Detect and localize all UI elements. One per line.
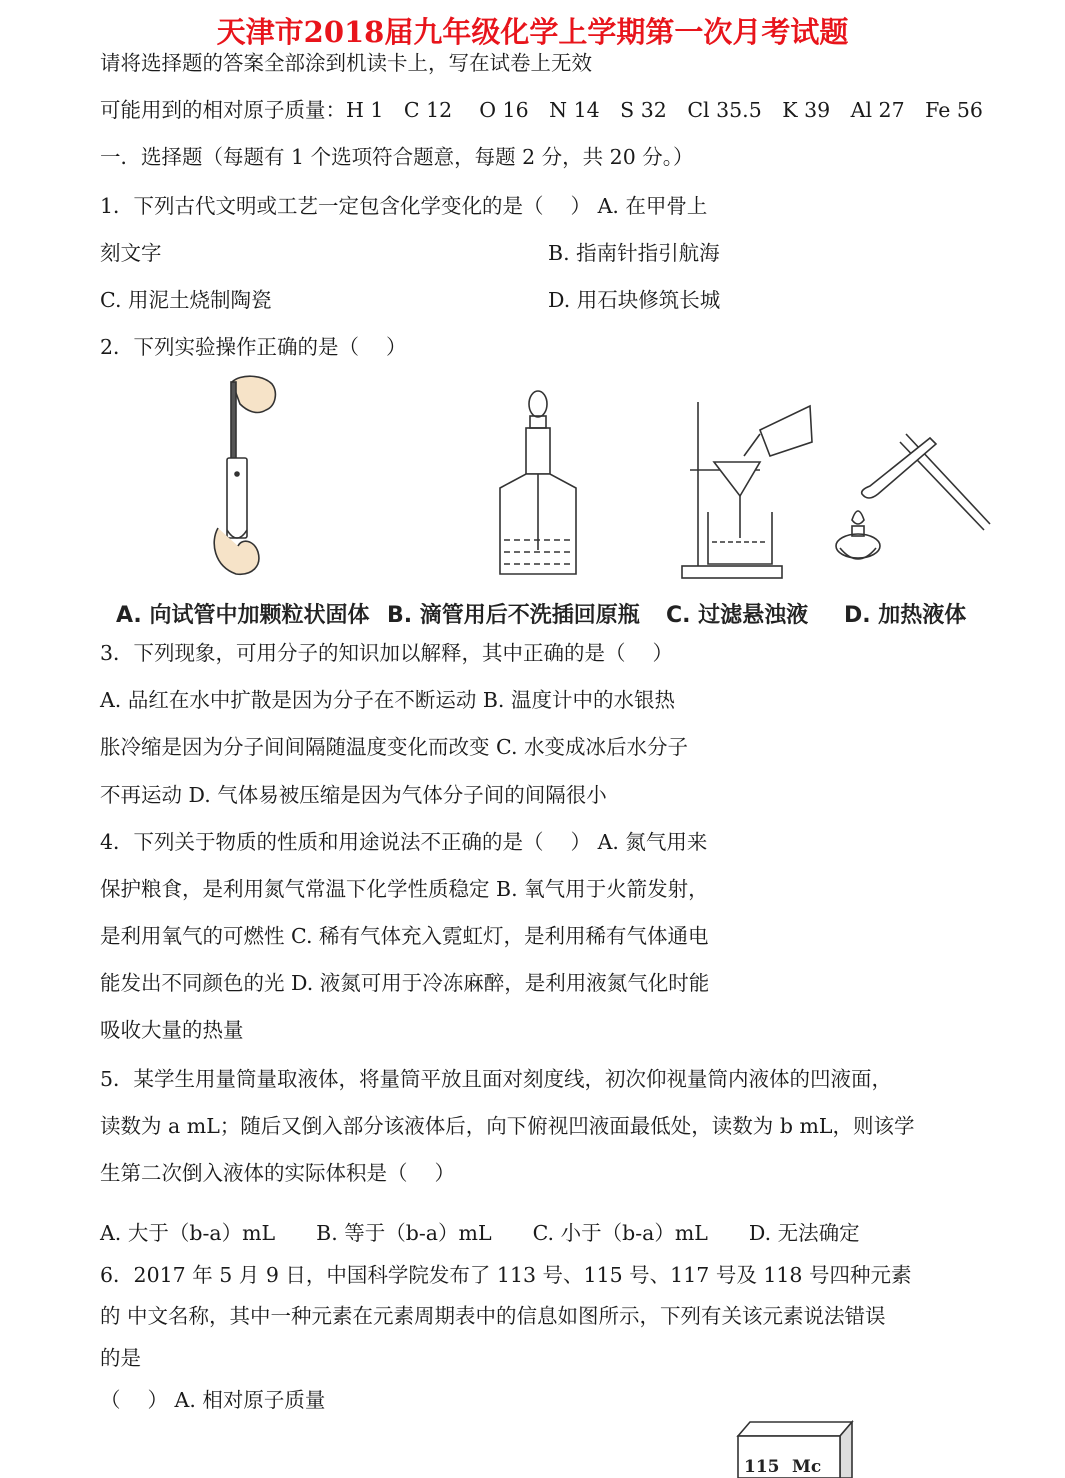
- q5-line-1: 5．某学生用量筒量取液体，将量筒平放且面对刻度线，初次仰视量筒内液体的凹液面，: [100, 1067, 893, 1091]
- q5-line-2: 读数为 a mL；随后又倒入部分该液体后，向下俯视凹液面最低处，读数为 b mL，则该学: [100, 1114, 915, 1138]
- section-heading: 一．选择题（每题有 1 个选项符合题意，每题 2 分，共 20 分。）: [100, 145, 694, 169]
- q2-figures: [0, 370, 1065, 590]
- q4-line-5: 吸收大量的热量: [100, 1018, 244, 1042]
- exam-title: 天津市2018届九年级化学上学期第一次月考试题: [216, 15, 849, 49]
- q5-line-3: 生第二次倒入液体的实际体积是（ ）: [100, 1161, 456, 1185]
- fig-caption-b: B. 滴管用后不洗插回原瓶: [387, 603, 640, 628]
- q3-stem: 3．下列现象，可用分子的知识加以解释，其中正确的是（ ）: [100, 641, 674, 665]
- element-box-figure: [730, 1416, 860, 1478]
- q1-option-c: C. 用泥土烧制陶瓷: [100, 288, 272, 312]
- element-symbol: Mc: [792, 1457, 822, 1477]
- heating-figure: [836, 434, 990, 559]
- test-tube-figure: [214, 376, 275, 574]
- q1-option-a-cont: 刻文字: [100, 241, 162, 265]
- fig-caption-a: A. 向试管中加颗粒状固体: [116, 603, 370, 628]
- q4-line-1: 4．下列关于物质的性质和用途说法不正确的是（ ） A. 氮气用来: [100, 830, 708, 854]
- element-number: 115: [744, 1457, 780, 1477]
- q1-option-b: B. 指南针指引航海: [548, 241, 720, 265]
- fig-caption-c: C. 过滤悬浊液: [666, 603, 809, 628]
- dropper-bottle-figure: [500, 391, 576, 574]
- fig-caption-d: D. 加热液体: [844, 603, 967, 628]
- q4-line-3: 是利用氧气的可燃性 C. 稀有气体充入霓虹灯，是利用稀有气体通电: [100, 924, 709, 948]
- q6-line-4: （ ） A. 相对原子质量: [100, 1388, 326, 1412]
- q6-line-2: 的 中文名称，其中一种元素在元素周期表中的信息如图所示，下列有关该元素说法错误: [100, 1304, 886, 1328]
- q1-option-d: D. 用石块修筑长城: [548, 288, 721, 312]
- notice-text: 请将选择题的答案全部涂到机读卡上，写在试卷上无效: [100, 51, 592, 75]
- q4-line-2: 保护粮食，是利用氮气常温下化学性质稳定 B. 氧气用于火箭发射，: [100, 877, 709, 901]
- q5-options: A. 大于（b-a）mL B. 等于（b-a）mL C. 小于（b-a）mL D. 无法确定: [100, 1221, 860, 1245]
- q3-line-1: A. 品红在水中扩散是因为分子在不断运动 B. 温度计中的水银热: [100, 688, 675, 712]
- q3-line-3: 不再运动 D. 气体易被压缩是因为气体分子间的间隔很小: [100, 783, 607, 807]
- q1-stem: 1．下列古代文明或工艺一定包含化学变化的是（ ） A. 在甲骨上: [100, 194, 708, 218]
- atomic-masses: 可能用到的相对原子质量：H 1 C 12 O 16 N 14 S 32 Cl 35.5 K 39 Al 27 Fe 56: [100, 98, 983, 122]
- q4-line-4: 能发出不同颜色的光 D. 液氮可用于冷冻麻醉，是利用液氮气化时能: [100, 971, 710, 995]
- filtration-figure: [682, 402, 812, 578]
- q6-line-3: 的是: [100, 1346, 141, 1370]
- q3-line-2: 胀冷缩是因为分子间间隔随温度变化而改变 C. 水变成冰后水分子: [100, 735, 689, 759]
- q6-line-1: 6．2017 年 5 月 9 日，中国科学院发布了 113 号、115 号、117 号及 118 号四种元素: [100, 1263, 912, 1287]
- q2-stem: 2．下列实验操作正确的是（ ）: [100, 335, 407, 359]
